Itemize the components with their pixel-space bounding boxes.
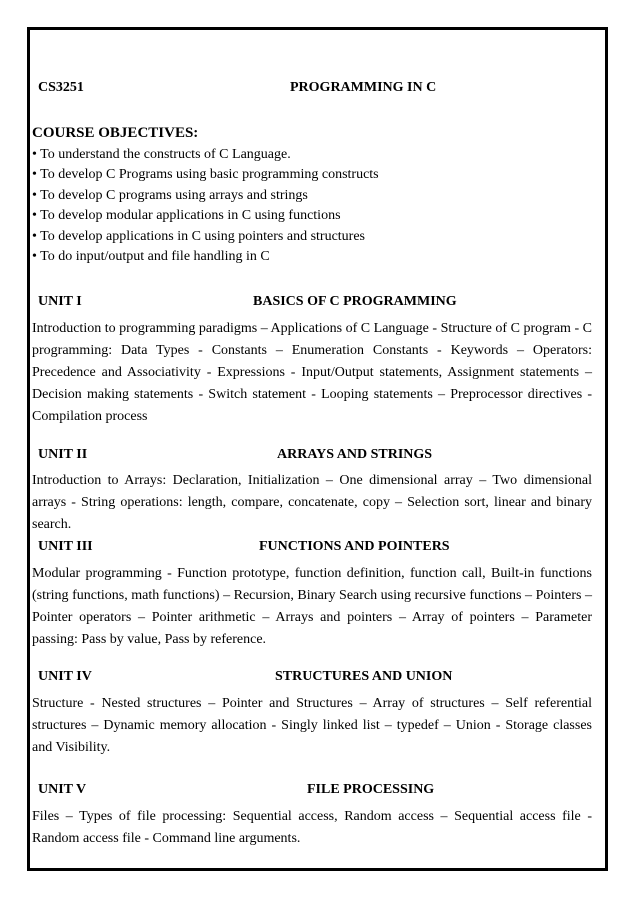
course-title: PROGRAMMING IN C (290, 80, 437, 95)
unit-content: Structure - Nested structures – Pointer and Structures – Array of structures – Self referential structures – Dynamic memory allocation - Singly linked list – typedef – Union - Storage classes and Visibility. (32, 696, 592, 755)
unit-label: UNIT IV (38, 669, 92, 684)
unit-label: UNIT I (38, 294, 82, 309)
objective-item: • To develop applications in C using pointers and structures (32, 228, 365, 244)
unit-content: Files – Types of file processing: Sequential access, Random access – Sequential access file - Random access file - Command line arguments. (32, 809, 592, 846)
unit-content: Modular programming - Function prototype, function definition, function call, Built-in functions (string functions, math functions) – Recursion, Binary Search using recursive functions – Pointers – Pointer operators – Pointer arithmetic – Arrays and pointers – Array of pointers – Parameter passing: Pass by value, Pass by reference. (32, 566, 592, 647)
unit-label: UNIT II (38, 447, 88, 462)
objective-item: • To understand the constructs of C Language. (32, 147, 291, 162)
objective-item: • To develop modular applications in C using functions (32, 208, 341, 224)
unit-title: STRUCTURES AND UNION (275, 669, 453, 684)
unit-label: UNIT V (38, 782, 87, 797)
objective-item: • To do input/output and file handling in C (32, 249, 270, 265)
course-code: CS3251 (38, 80, 84, 95)
unit-content: Introduction to programming paradigms – Applications of C Language - Structure of C program - C programming: Data Types - Constants – Enumeration Constants - Keywords – Operators: Precedence and Associativity - Expressions - Input/Output statements, Assignment statements – Decision making statements - Switch statement - Looping statements – Preprocessor directives - Compilation process (32, 321, 592, 424)
unit-title: FUNCTIONS AND POINTERS (259, 539, 450, 554)
unit-title: FILE PROCESSING (307, 782, 435, 797)
objective-item: • To develop C programs using arrays and strings (32, 187, 308, 203)
unit-label: UNIT III (38, 539, 93, 554)
unit-title: BASICS OF C PROGRAMMING (253, 294, 457, 309)
objectives-heading: COURSE OBJECTIVES: (32, 125, 199, 141)
unit-content: Introduction to Arrays: Declaration, Initialization – One dimensional array – Two dimensional arrays - String operations: length, compare, concatenate, copy – Selection sort, linear and binary search. (32, 473, 592, 532)
objective-item: • To develop C Programs using basic programming constructs (32, 167, 379, 183)
objectives-list (32, 145, 379, 267)
unit-title: ARRAYS AND STRINGS (277, 447, 433, 462)
